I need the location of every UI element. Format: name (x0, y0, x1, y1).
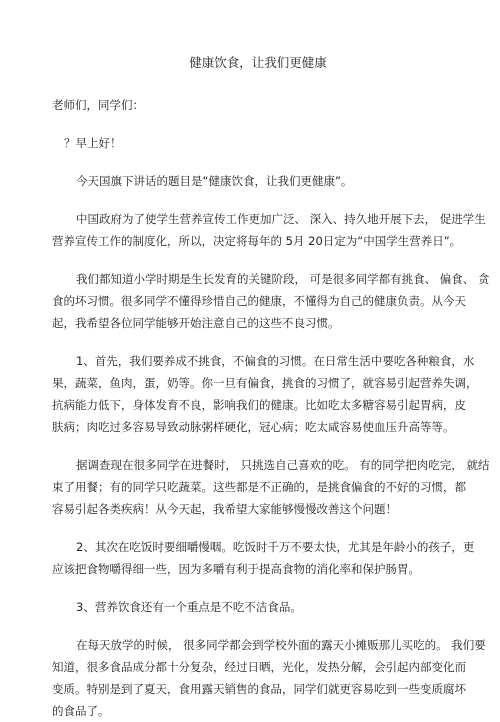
paragraph-line: 食的坏习惯。很多同学不懂得珍惜自己的健康，不懂得为自己的健康负责。从今天 (52, 294, 466, 308)
paragraph-line: 应该把食物嚼得细一些，因为多嚼有利于提高食物的消化率和保护肠胃。 (52, 562, 420, 576)
paragraph-line: 知道，很多食品成分都十分复杂，经过日晒，光化，发热分解，会引起内部变化而 (52, 660, 466, 674)
paragraph-line: 的食品了。 (52, 704, 110, 718)
paragraph (52, 170, 458, 192)
paragraph-line: 在每天放学的时候， 很多同学都会到学校外面的露天小摊贩那儿买吃的。 我们要 (76, 638, 486, 652)
paragraph (52, 132, 458, 154)
paragraph-line: 老师们，同学们： (52, 98, 144, 112)
paragraph-line: 抗病能力低下，身体发育不良，影响我们的健康。比如吃太多糖容易引起胃病，皮 (52, 398, 466, 412)
paragraph (52, 94, 458, 116)
paragraph (52, 268, 490, 334)
paragraph-line: 束了用餐；有的同学只吃蔬菜。这些都是不正确的，是挑食偏食的不好的习惯，都 (52, 480, 466, 494)
paragraph-line: 3、营养饮食还有一个重点是不吃不洁食品。 (76, 600, 302, 614)
document-title: 健康饮食，让我们更健康 (189, 55, 327, 70)
paragraph (52, 350, 478, 438)
paragraph-line: 1、首先，我们要养成不挑食，不偏食的习惯。在日常生活中要吃各种粮食，水 (76, 354, 475, 368)
paragraph (52, 634, 486, 722)
document-body (52, 94, 490, 722)
paragraph (52, 454, 490, 520)
paragraph (52, 536, 475, 580)
paragraph (52, 208, 486, 252)
paragraph-line: 变质。特别是到了夏天，食用露天销售的食品，同学们就更容易吃到一些变质腐坏 (52, 682, 466, 696)
paragraph (52, 596, 458, 618)
paragraph-line: 营养宣传工作的制度化，所以，决定将每年的 5月 20日定为“中国学生营养日”。 (52, 234, 462, 248)
paragraph-line: ？早上好！ (64, 136, 122, 150)
paragraph-line: 据调查现在很多同学在进餐时， 只挑选自己喜欢的吃。 有的同学把肉吃完， 就结 (76, 458, 490, 472)
paragraph-line: 起，我希望各位同学能够开始注意自己的这些不良习惯。 (52, 316, 340, 330)
paragraph-line: 我们都知道小学时期是生长发育的关键阶段， 可是很多同学都有挑食、 偏食、 贪 (76, 272, 490, 286)
paragraph-line: 果，蔬菜，鱼肉，蛋，奶等。你一旦有偏食，挑食的习惯了，就容易引起营养失调， (52, 376, 478, 390)
paragraph-line: 容易引起各类疾病！从今天起，我希望大家能够慢慢改善这个问题！ (52, 502, 397, 516)
paragraph-line: 2、其次在吃饭时要细嚼慢咽。吃饭时千万不要太快，尤其是年龄小的孩子，更 (76, 540, 475, 554)
paragraph-line: 今天国旗下讲话的题目是“健康饮食，让我们更健康”。 (76, 174, 353, 188)
paragraph-line: 中国政府为了使学生营养宣传工作更加广泛、 深入、持久地开展下去， 促进学生 (76, 212, 486, 226)
paragraph-line: 肤病；肉吃过多容易导致动脉粥样硬化，冠心病；吃太咸容易使血压升高等等。 (52, 420, 455, 434)
